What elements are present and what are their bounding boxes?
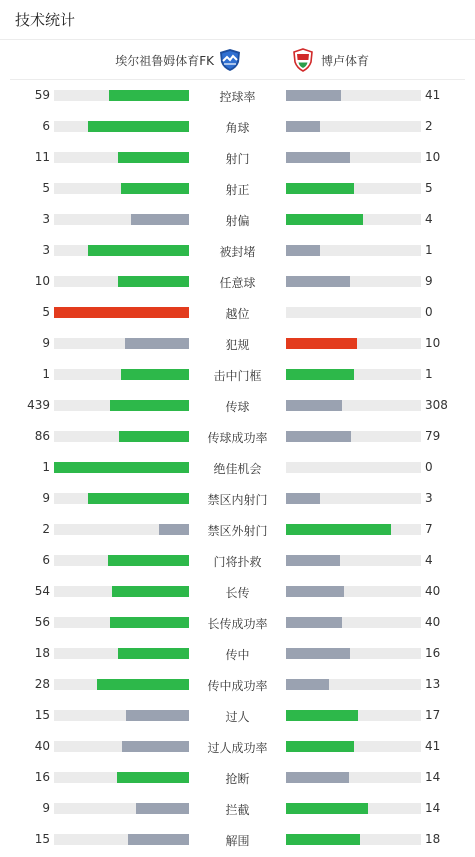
home-stat-value: 56 (34, 615, 50, 629)
away-stat-bar-track (286, 617, 421, 628)
away-stat-value: 41 (425, 88, 441, 102)
away-stat-bar (286, 741, 354, 752)
home-stat-bar (109, 90, 189, 101)
stat-row (0, 731, 475, 762)
home-stat-bar-track (54, 183, 189, 194)
home-stat-bar-track (54, 431, 189, 442)
stat-row (0, 266, 475, 297)
away-stat-bar-track (286, 679, 421, 690)
away-stat-value: 18 (425, 832, 441, 846)
stat-label: 过人成功率 (207, 741, 268, 755)
stat-label: 越位 (225, 307, 250, 321)
home-stat-bar-track (54, 555, 189, 566)
stat-label: 长传成功率 (207, 617, 268, 631)
away-stat-bar (286, 710, 358, 721)
stat-label: 长传 (225, 586, 250, 600)
away-stat-bar-track (286, 245, 421, 256)
stat-label: 击中门框 (213, 369, 262, 383)
away-stat-bar-track (286, 555, 421, 566)
stat-row (0, 638, 475, 669)
stat-label: 禁区外射门 (207, 524, 268, 538)
stat-row (0, 142, 475, 173)
home-stat-value: 10 (34, 274, 50, 288)
away-stat-value: 17 (425, 708, 441, 722)
away-stat-value: 4 (425, 212, 433, 226)
home-stat-value: 54 (34, 584, 50, 598)
stat-row (0, 204, 475, 235)
away-stat-bar (286, 276, 350, 287)
away-stat-bar-track (286, 338, 421, 349)
home-stat-bar (112, 586, 189, 597)
away-stat-bar (286, 493, 320, 504)
away-stat-bar-track (286, 834, 421, 845)
section-title: 技术统计 (0, 0, 475, 40)
home-stat-bar (121, 369, 189, 380)
away-stat-value: 14 (425, 770, 441, 784)
away-stat-bar (286, 400, 342, 411)
home-stat-bar (159, 524, 189, 535)
home-stat-bar-track (54, 338, 189, 349)
stat-row (0, 80, 475, 111)
home-stat-bar (110, 400, 189, 411)
stat-row (0, 762, 475, 793)
home-stat-bar (117, 772, 189, 783)
away-stat-value: 7 (425, 522, 433, 536)
away-stat-bar (286, 834, 360, 845)
home-stat-bar (128, 834, 189, 845)
stat-label: 控球率 (219, 90, 256, 104)
stat-label: 禁区内射门 (207, 493, 268, 507)
home-stat-bar-track (54, 524, 189, 535)
stat-label: 任意球 (219, 276, 256, 290)
home-stat-value: 3 (42, 243, 50, 257)
stat-row (0, 793, 475, 824)
home-stat-value: 28 (34, 677, 50, 691)
stat-row (0, 824, 475, 855)
home-stat-value: 6 (42, 553, 50, 567)
away-stat-bar (286, 679, 329, 690)
away-stat-bar (286, 152, 350, 163)
home-stat-value: 16 (34, 770, 50, 784)
away-team-logo-icon (291, 48, 315, 72)
home-stat-value: 5 (42, 181, 50, 195)
home-stat-value: 15 (34, 708, 50, 722)
away-stat-bar-track (286, 741, 421, 752)
home-stat-bar (108, 555, 189, 566)
home-stat-bar (54, 462, 189, 473)
away-stat-bar (286, 90, 341, 101)
away-stat-bar-track (286, 276, 421, 287)
home-stat-bar (119, 431, 189, 442)
home-stat-bar (125, 338, 189, 349)
home-stat-value: 11 (34, 150, 50, 164)
home-stat-bar (118, 648, 189, 659)
home-stat-bar-track (54, 679, 189, 690)
home-stat-value: 59 (34, 88, 50, 102)
home-stat-bar (88, 245, 189, 256)
away-stat-bar (286, 772, 349, 783)
stat-label: 射正 (225, 183, 250, 197)
away-stat-value: 10 (425, 150, 441, 164)
home-stat-bar (118, 152, 189, 163)
away-stat-value: 40 (425, 615, 441, 629)
home-stat-bar-track (54, 493, 189, 504)
home-team-logo-icon (218, 48, 242, 72)
stat-label: 传球成功率 (207, 431, 268, 445)
home-stat-value: 5 (42, 305, 50, 319)
away-stat-bar-track (286, 152, 421, 163)
away-stat-bar-track (286, 431, 421, 442)
home-stat-bar (136, 803, 189, 814)
home-stat-bar-track (54, 772, 189, 783)
teams-header (10, 40, 465, 80)
away-stat-bar-track (286, 710, 421, 721)
away-stat-value: 4 (425, 553, 433, 567)
home-stat-value: 15 (34, 832, 50, 846)
home-stat-bar-track (54, 245, 189, 256)
away-stat-value: 16 (425, 646, 441, 660)
away-stat-bar-track (286, 183, 421, 194)
stat-label: 传球 (225, 400, 250, 414)
away-stat-bar (286, 214, 363, 225)
away-stat-bar (286, 555, 340, 566)
stat-row (0, 173, 475, 204)
home-stat-bar (126, 710, 189, 721)
away-stat-bar (286, 586, 344, 597)
away-stat-bar-track (286, 524, 421, 535)
home-stat-bar-track (54, 121, 189, 132)
stat-row (0, 483, 475, 514)
home-team[interactable] (115, 40, 242, 80)
away-stat-value: 0 (425, 305, 433, 319)
away-stat-value: 14 (425, 801, 441, 815)
away-team-name: 博卢体育 (321, 53, 370, 68)
away-stat-bar (286, 431, 351, 442)
away-stat-value: 3 (425, 491, 433, 505)
home-stat-value: 439 (27, 398, 50, 412)
away-stat-value: 13 (425, 677, 441, 691)
away-stat-bar-track (286, 803, 421, 814)
home-stat-value: 18 (34, 646, 50, 660)
home-stat-bar-track (54, 307, 189, 318)
away-stat-bar-track (286, 369, 421, 380)
home-stat-bar-track (54, 90, 189, 101)
home-stat-bar-track (54, 276, 189, 287)
away-stat-bar-track (286, 648, 421, 659)
away-stat-bar (286, 524, 391, 535)
stat-row (0, 514, 475, 545)
stat-label: 射偏 (225, 214, 250, 228)
stats-list (0, 80, 475, 855)
home-stat-value: 2 (42, 522, 50, 536)
home-stat-value: 40 (34, 739, 50, 753)
home-stat-bar (97, 679, 189, 690)
home-stat-bar-track (54, 741, 189, 752)
away-stat-bar-track (286, 90, 421, 101)
home-stat-bar (88, 493, 189, 504)
home-stat-value: 86 (34, 429, 50, 443)
away-stat-value: 5 (425, 181, 433, 195)
home-stat-bar-track (54, 462, 189, 473)
stat-label: 解围 (225, 834, 250, 848)
away-stat-bar-track (286, 493, 421, 504)
stat-row (0, 297, 475, 328)
stat-label: 传中 (225, 648, 250, 662)
home-stat-bar (88, 121, 189, 132)
away-stat-bar (286, 245, 320, 256)
home-stat-bar-track (54, 617, 189, 628)
home-stat-value: 1 (42, 367, 50, 381)
home-stat-bar-track (54, 586, 189, 597)
home-stat-bar-track (54, 803, 189, 814)
away-stat-value: 79 (425, 429, 441, 443)
away-stat-value: 10 (425, 336, 441, 350)
home-stat-bar (110, 617, 189, 628)
away-stat-bar (286, 648, 350, 659)
stat-label: 拦截 (225, 803, 250, 817)
home-stat-value: 1 (42, 460, 50, 474)
home-stat-value: 9 (42, 801, 50, 815)
away-stat-bar-track (286, 214, 421, 225)
home-stat-bar-track (54, 400, 189, 411)
stat-label: 抢断 (225, 772, 250, 786)
away-stat-bar-track (286, 307, 421, 318)
stat-label: 被封堵 (219, 245, 256, 259)
away-stat-bar (286, 121, 320, 132)
stat-label: 绝佳机会 (213, 462, 262, 476)
home-stat-bar-track (54, 214, 189, 225)
home-stat-bar (121, 183, 189, 194)
stat-row (0, 359, 475, 390)
away-team[interactable] (291, 40, 369, 80)
home-stat-bar (122, 741, 189, 752)
home-stat-bar-track (54, 710, 189, 721)
away-stat-value: 0 (425, 460, 433, 474)
home-team-name: 埃尔祖鲁姆体育FK (115, 53, 214, 68)
away-stat-bar-track (286, 772, 421, 783)
stat-row (0, 576, 475, 607)
home-stat-value: 9 (42, 336, 50, 350)
away-stat-bar (286, 369, 354, 380)
stat-label: 过人 (225, 710, 250, 724)
away-stat-bar (286, 338, 357, 349)
away-stat-value: 40 (425, 584, 441, 598)
stat-row (0, 235, 475, 266)
home-stat-bar (54, 307, 189, 318)
stat-row (0, 607, 475, 638)
away-stat-bar (286, 803, 368, 814)
stat-label: 犯规 (225, 338, 250, 352)
stat-label: 门将扑救 (213, 555, 262, 569)
stat-row (0, 111, 475, 142)
stat-row (0, 700, 475, 731)
stat-label: 传中成功率 (207, 679, 268, 693)
away-stat-bar (286, 617, 342, 628)
home-stat-bar-track (54, 152, 189, 163)
away-stat-bar-track (286, 586, 421, 597)
home-stat-value: 9 (42, 491, 50, 505)
away-stat-bar-track (286, 400, 421, 411)
home-stat-bar (118, 276, 189, 287)
home-stat-value: 6 (42, 119, 50, 133)
away-stat-value: 308 (425, 398, 448, 412)
stat-row (0, 390, 475, 421)
home-stat-value: 3 (42, 212, 50, 226)
home-stat-bar-track (54, 369, 189, 380)
stat-row (0, 452, 475, 483)
away-stat-value: 41 (425, 739, 441, 753)
away-stat-value: 1 (425, 243, 433, 257)
stat-label: 射门 (225, 152, 250, 166)
away-stat-bar (286, 183, 354, 194)
home-stat-bar-track (54, 834, 189, 845)
away-stat-bar-track (286, 462, 421, 473)
stat-row (0, 669, 475, 700)
home-stat-bar-track (54, 648, 189, 659)
away-stat-bar-track (286, 121, 421, 132)
stat-row (0, 328, 475, 359)
away-stat-value: 9 (425, 274, 433, 288)
stat-row (0, 545, 475, 576)
away-stat-value: 2 (425, 119, 433, 133)
stat-row (0, 421, 475, 452)
away-stat-value: 1 (425, 367, 433, 381)
home-stat-bar (131, 214, 189, 225)
stat-label: 角球 (225, 121, 250, 135)
